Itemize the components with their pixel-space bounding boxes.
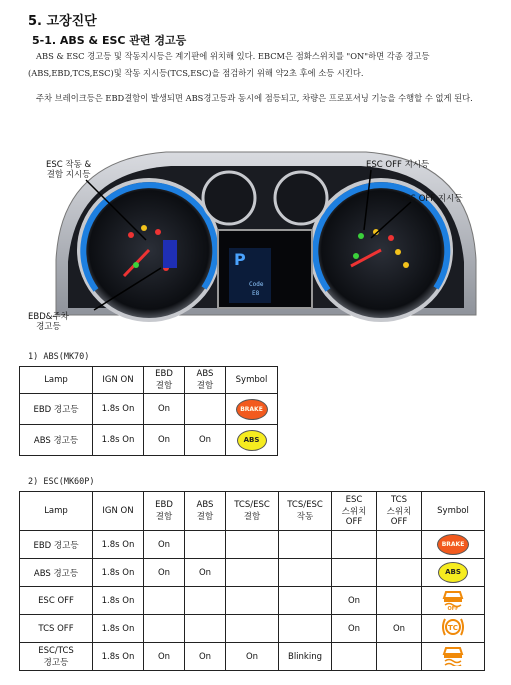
cell-ebd: On	[144, 643, 185, 671]
brake-icon: BRAKE	[236, 399, 268, 420]
cell-lamp: EBD 경고등	[20, 394, 93, 425]
svg-text:Code: Code	[249, 281, 264, 288]
th-tcs-esc-fault: TCS/ESC 결함	[226, 492, 279, 531]
callout-esc-warning: ESC 작동 & 결함 지시등	[46, 160, 92, 180]
cell-tcs-op	[279, 615, 332, 643]
cell-ign: 1.8s On	[93, 615, 144, 643]
th-lamp: Lamp	[20, 367, 93, 394]
table-row	[20, 559, 485, 587]
cluster-drawing	[46, 140, 484, 340]
cell-esc-sw	[332, 531, 377, 559]
cell-tcs-op	[279, 587, 332, 615]
cell-tcs-op: Blinking	[279, 643, 332, 671]
cell-esc-sw: On	[332, 587, 377, 615]
esc-off-icon-label: OFF	[447, 606, 459, 610]
cell-ebd: On	[144, 394, 185, 425]
cell-tcs-fault: On	[226, 643, 279, 671]
cell-symbol	[422, 531, 485, 559]
abs-icon: ABS	[237, 430, 267, 451]
table-row	[20, 394, 278, 425]
cell-tcs-fault	[226, 531, 279, 559]
th-ign: IGN ON	[93, 367, 144, 394]
cell-lamp: EBD 경고등	[20, 531, 93, 559]
cell-ign: 1.8s On	[93, 587, 144, 615]
cell-lamp: ESC OFF	[20, 587, 93, 615]
cell-abs	[185, 394, 226, 425]
paragraph-2: 주차 브레이크등은 EBD결함이 발생되면 ABS경고등과 동시에 점등되고, 차량은 프로포셔닝 기능을 수행할 수 없게 된다.	[36, 93, 473, 103]
cell-symbol	[422, 643, 485, 671]
cell-symbol	[422, 559, 485, 587]
gear-indicator: P	[234, 250, 246, 269]
svg-text:E8: E8	[252, 290, 260, 297]
cell-tcs-fault	[226, 559, 279, 587]
cell-symbol	[422, 587, 485, 615]
callout-esc-off: ESC OFF 지시등	[366, 160, 430, 170]
table-row	[20, 587, 485, 615]
cell-lamp: ESC/TCS 경고등	[20, 643, 93, 671]
cell-abs	[185, 615, 226, 643]
cell-tcs-sw	[377, 559, 422, 587]
cell-tcs-fault	[226, 587, 279, 615]
cell-esc-sw	[332, 643, 377, 671]
cell-ign: 1.8s On	[93, 531, 144, 559]
tcs-off-icon	[440, 616, 466, 638]
table-row	[20, 425, 278, 456]
cell-lamp: ABS 경고등	[20, 425, 93, 456]
cell-esc-sw: On	[332, 615, 377, 643]
cell-symbol	[226, 394, 278, 425]
cell-ign: 1.8s On	[93, 394, 144, 425]
esc-off-icon	[441, 588, 465, 610]
cell-tcs-fault	[226, 615, 279, 643]
th-ign: IGN ON	[93, 492, 144, 531]
cell-ebd	[144, 615, 185, 643]
table1-label: 1) ABS(MK70)	[28, 352, 90, 362]
cell-abs	[185, 531, 226, 559]
cell-lamp: TCS OFF	[20, 615, 93, 643]
esc-warning-icon	[441, 644, 465, 666]
section-title: 5. 고장진단	[28, 14, 97, 29]
tcs-off-icon-label: TC	[448, 624, 458, 632]
cell-ebd: On	[144, 425, 185, 456]
th-abs: ABS 결함	[185, 367, 226, 394]
cell-ebd	[144, 587, 185, 615]
cell-symbol	[422, 615, 485, 643]
cell-tcs-sw	[377, 643, 422, 671]
cell-tcs-sw	[377, 587, 422, 615]
cell-tcs-sw: On	[377, 615, 422, 643]
th-ebd: EBD 결함	[144, 367, 185, 394]
table-row	[20, 531, 485, 559]
cell-ign: 1.8s On	[93, 643, 144, 671]
cell-ebd: On	[144, 559, 185, 587]
subsection-title: 5-1. ABS & ESC 관련 경고등	[32, 34, 187, 47]
cell-tcs-op	[279, 531, 332, 559]
cell-abs	[185, 587, 226, 615]
th-lamp: Lamp	[20, 492, 93, 531]
table-row	[20, 643, 485, 671]
table2-label: 2) ESC(MK60P)	[28, 477, 95, 487]
th-symbol: Symbol	[226, 367, 278, 394]
abs-table	[19, 366, 278, 456]
th-esc-switch: ESC 스위치 OFF	[332, 492, 377, 531]
brake-icon: BRAKE	[437, 534, 469, 555]
instrument-cluster-image	[28, 140, 484, 340]
callout-tcs-off: TCS OFF 지시등	[400, 194, 463, 204]
abs-icon: ABS	[438, 562, 468, 583]
th-tcs-switch: TCS 스위치 OFF	[377, 492, 422, 531]
cell-lamp: ABS 경고등	[20, 559, 93, 587]
cell-tcs-sw	[377, 531, 422, 559]
table-row	[20, 615, 485, 643]
cell-ebd: On	[144, 531, 185, 559]
th-tcs-esc-op: TCS/ESC 작동	[279, 492, 332, 531]
cell-esc-sw	[332, 559, 377, 587]
th-ebd: EBD 결함	[144, 492, 185, 531]
callout-ebd-parking: EBD&주차 경고등	[28, 312, 69, 332]
cell-symbol	[226, 425, 278, 456]
cell-abs: On	[185, 559, 226, 587]
cell-ign: 1.8s On	[93, 559, 144, 587]
cell-tcs-op	[279, 559, 332, 587]
cell-abs: On	[185, 643, 226, 671]
paragraph-1: ABS & ESC 경고등 및 작동지시등은 계기판에 위치해 있다. EBCM은 점화스위치를 "ON"하면 각종 경고등(ABS,EBD,TCS,ESC)및 작동 지시등(TCS,ESC)을 점검하기 위해 약2초 후에 소등 시킨다.	[28, 51, 430, 78]
cell-ign: 1.8s On	[93, 425, 144, 456]
th-symbol: Symbol	[422, 492, 485, 531]
cell-abs: On	[185, 425, 226, 456]
th-abs: ABS 결함	[185, 492, 226, 531]
esc-table	[19, 491, 485, 671]
